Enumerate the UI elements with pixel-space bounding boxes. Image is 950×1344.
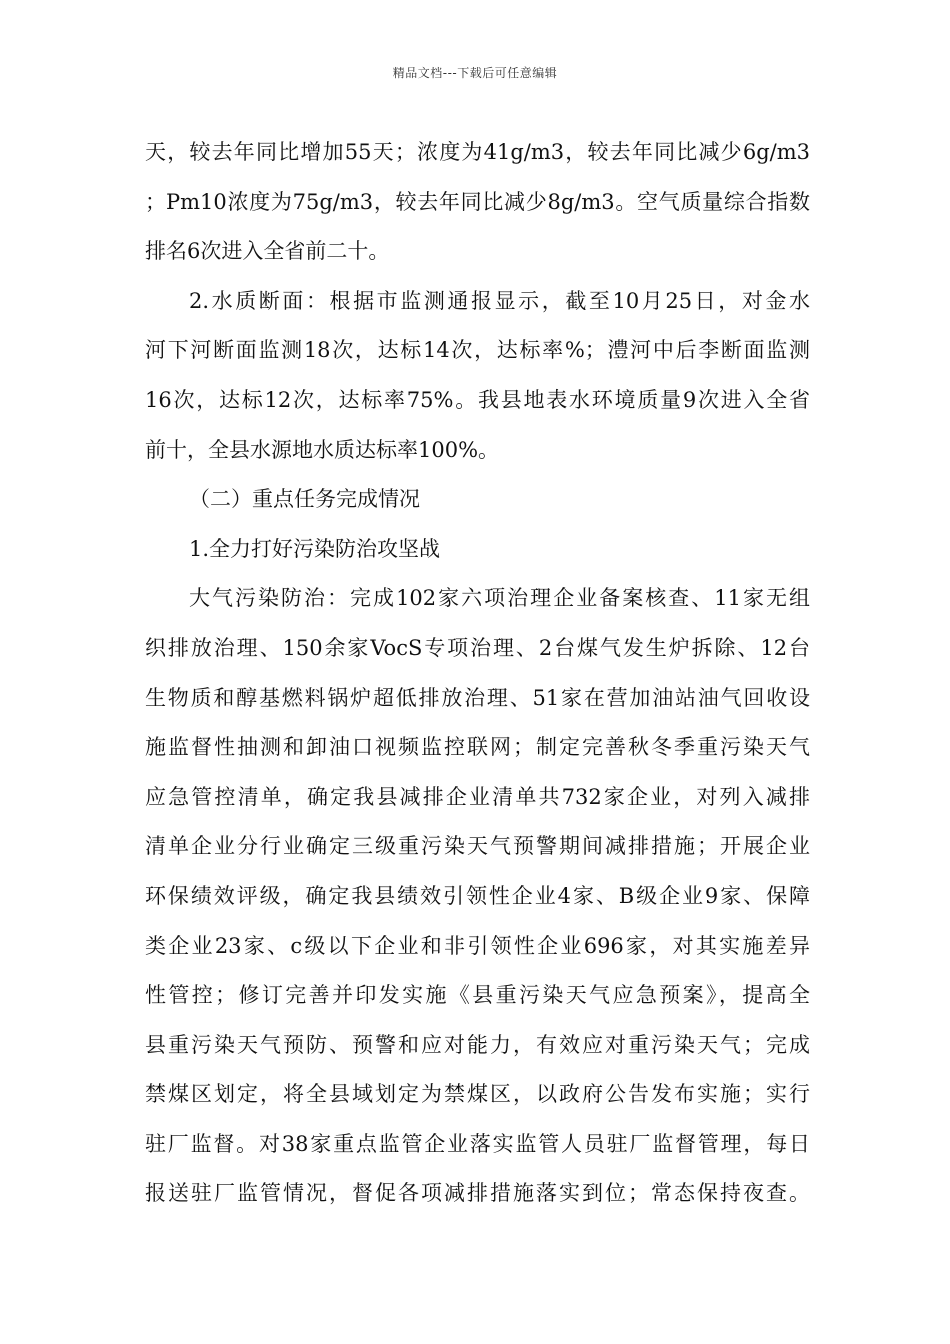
- text-line: 织排放治理、150余家VocS专项治理、2台煤气发生炉拆除、12台: [145, 635, 810, 660]
- text-line: 排名6次进入全省前二十。: [145, 239, 390, 264]
- text-line: 性管控；修订完善并印发实施《县重污染天气应急预案》，提高全: [145, 983, 810, 1008]
- text-line: 施监督性抽测和卸油口视频监控联网；制定完善秋冬季重污染天气: [145, 735, 810, 760]
- text-line: ；Pm10浓度为75g/m3，较去年同比减少8g/m3。空气质量综合指数: [145, 189, 810, 214]
- page-header: 精品文档---下载后可任意编辑: [392, 66, 558, 80]
- text-line: 县重污染天气预防、预警和应对能力，有效应对重污染天气；完成: [145, 1032, 810, 1057]
- text-line: 生物质和醇基燃料锅炉超低排放治理、51家在营加油站油气回收设: [145, 685, 810, 710]
- text-line: 类企业23家、c级以下企业和非引领性企业696家，对其实施差异: [145, 933, 810, 958]
- text-line: 清单企业分行业确定三级重污染天气预警期间减排措施；开展企业: [145, 834, 810, 859]
- text-line: 驻厂监督。对38家重点监管企业落实监管人员驻厂监督管理，每日: [145, 1131, 810, 1156]
- text-line: 禁煤区划定，将全县域划定为禁煤区，以政府公告发布实施；实行: [145, 1082, 810, 1107]
- text-line: 前十，全县水源地水质达标率100%。: [145, 437, 500, 462]
- text-line: 天，较去年同比增加55天；浓度为41g/m3，较去年同比减少6g/m3: [145, 140, 810, 164]
- document-body: [145, 128, 810, 1219]
- subsection-heading: 1.全力打好污染防治攻坚战: [189, 536, 441, 561]
- text-line: 16次，达标12次，达标率75%。我县地表水环境质量9次进入全省: [145, 387, 810, 412]
- section-heading: （二）重点任务完成情况: [189, 487, 420, 512]
- text-line: 河下河断面监测18次，达标14次，达标率%；澧河中后李断面监测: [145, 338, 810, 363]
- paragraph-start-line: 2.水质断面：根据市监测通报显示，截至10月25日，对金水: [189, 288, 810, 313]
- paragraph-start-line: 大气污染防治：完成102家六项治理企业备案核查、11家无组: [189, 586, 810, 611]
- text-line: 报送驻厂监管情况，督促各项减排措施落实到位；常态保持夜查。: [145, 1181, 810, 1206]
- text-line: 环保绩效评级，确定我县绩效引领性企业4家、B级企业9家、保障: [145, 883, 810, 908]
- text-line: 应急管控清单，确定我县减排企业清单共732家企业，对列入减排: [145, 784, 810, 809]
